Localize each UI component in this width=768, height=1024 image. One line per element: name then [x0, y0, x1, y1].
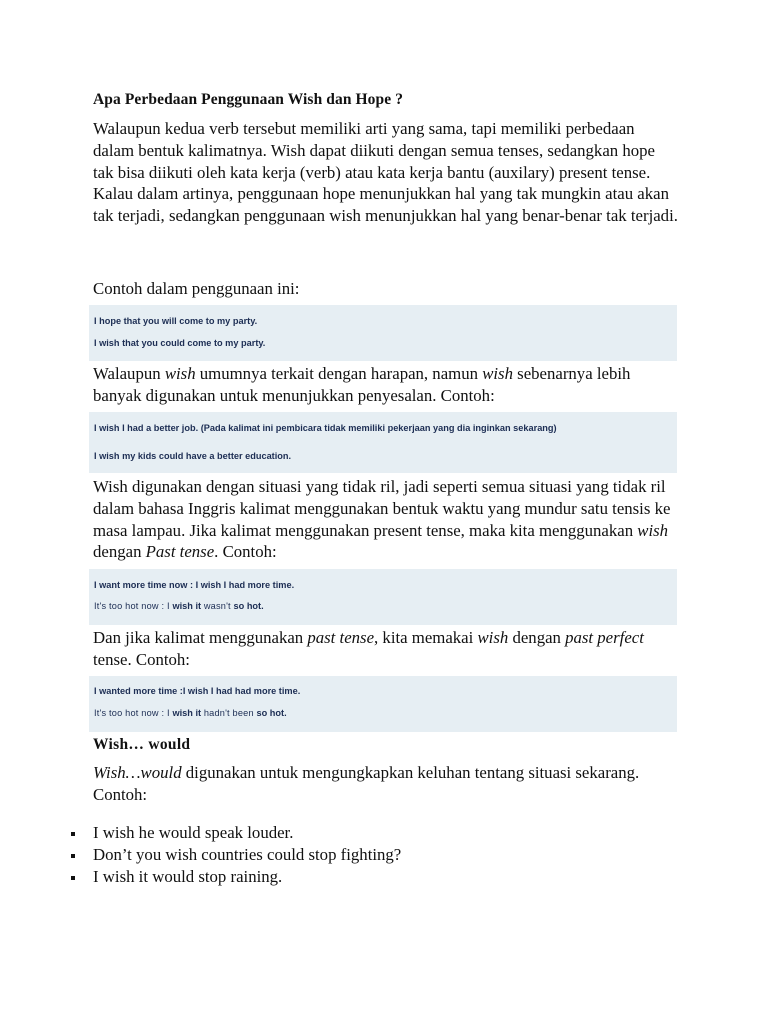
example-bullet-list	[66, 822, 401, 888]
list-item-text: Don’t you wish countries could stop fighting?	[93, 845, 402, 864]
list-item	[66, 822, 401, 844]
intro-text-2: Kalau dalam artinya, penggunaan hope menunjukkan hal yang tak mungkin atau akan tak terjadi, sedangkan penggunaan wish menunjukkan hal yang benar-benar tak terjadi.	[93, 184, 678, 226]
list-item-text: I wish it would stop raining.	[93, 867, 283, 886]
text-span: wish it	[172, 601, 202, 611]
bullet-square-icon	[71, 876, 75, 880]
example-line: I wish my kids could have a better education.	[94, 451, 292, 461]
italic-term: past perfect	[565, 628, 644, 647]
text-span: dengan	[508, 628, 566, 647]
text-span: wasn't	[201, 601, 234, 611]
example-box-past-tense	[89, 569, 677, 625]
intro-text-1: Walaupun kedua verb tersebut memiliki arti yang sama, tapi memiliki perbedaan dalam bentuk kalimatnya. Wish dapat diikuti dengan semua tenses, sedangkan hope tak bisa diikuti oleh kata kerja (verb) atau kata kerja bantu (auxilary) present tense.	[93, 119, 655, 182]
text-span: It's too hot now : I	[94, 601, 173, 611]
italic-term: Past tense	[145, 542, 215, 562]
contoh-intro: Contoh dalam penggunaan ini:	[93, 279, 300, 298]
bullet-square-icon	[71, 832, 75, 836]
example-line	[94, 601, 264, 611]
text-span: It's too hot now : I	[94, 708, 173, 718]
text-span: Wish digunakan dengan situasi yang tidak ril, jadi seperti semua situasi yang tidak ril dalam bahasa Inggris kalimat menggunakan bentuk waktu yang mundur satu tensis ke masa lampau. Jika kalimat menggunakan present tense, maka kita menggunakan	[93, 477, 671, 540]
text-span: digunakan untuk mengungkapkan keluhan tentang situasi sekarang. Contoh:	[93, 763, 640, 804]
text-span: hadn't been	[201, 708, 257, 718]
example-box-hope-wish	[89, 305, 677, 361]
example-line: I wanted more time :I wish I had had more time.	[94, 686, 301, 696]
text-span: tense. Contoh:	[93, 649, 190, 669]
example-box-regret	[89, 412, 677, 473]
section-heading-wish-would: Wish… would	[93, 736, 191, 753]
bullet-square-icon	[71, 854, 75, 858]
example-line: I hope that you will come to my party.	[94, 316, 258, 326]
unreal-situation-paragraph	[93, 476, 678, 563]
text-span: . Contoh:	[214, 542, 277, 562]
intro-paragraph	[93, 118, 678, 227]
text-span: so hot.	[256, 708, 287, 718]
text-span: sebenarnya lebih banyak digunakan untuk menunjukkan penyesalan. Contoh:	[93, 364, 631, 405]
past-perfect-paragraph	[93, 627, 678, 671]
list-item-text: I wish he would speak louder.	[93, 823, 294, 842]
italic-term: Wish	[93, 763, 126, 782]
list-item	[66, 866, 401, 888]
example-line: I wish I had a better job. (Pada kalimat ini pembicara tidak memiliki pekerjaan yang dia inginkan sekarang)	[94, 423, 557, 433]
italic-term: wish	[637, 520, 669, 540]
example-line	[94, 708, 287, 718]
text-span: wish it	[172, 708, 202, 718]
italic-term: wish	[477, 628, 509, 647]
italic-term: past tense	[307, 628, 375, 647]
text-span: , kita memakai	[374, 628, 478, 647]
regret-paragraph	[93, 363, 678, 407]
italic-term: …would	[125, 763, 182, 782]
italic-term: wish	[482, 364, 513, 383]
italic-term: wish	[164, 364, 196, 383]
page-title: Apa Perbedaan Penggunaan Wish dan Hope ?	[93, 91, 404, 108]
example-line: I wish that you could come to my party.	[94, 338, 266, 348]
text-span: Walaupun	[93, 364, 165, 383]
wish-would-paragraph	[93, 762, 678, 806]
text-span: umumnya terkait dengan harapan, namun	[195, 364, 483, 383]
list-item	[66, 844, 401, 866]
text-span: so hot.	[233, 601, 264, 611]
text-span: dengan	[93, 542, 146, 562]
example-box-past-perfect	[89, 676, 677, 732]
example-line: I want more time now : I wish I had more time.	[94, 580, 295, 590]
text-span: Dan jika kalimat menggunakan	[93, 628, 308, 647]
